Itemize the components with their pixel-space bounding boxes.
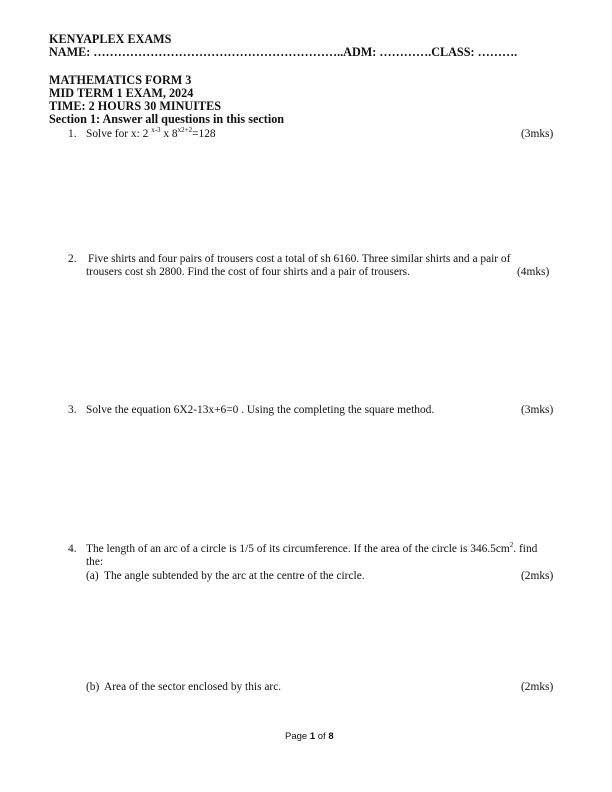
question-4-text-part: The length of an arc of a circle is 1/5 of its circumference. If the area of the circle is 346.5cm <box>86 543 510 555</box>
question-3-number: 3. <box>68 404 77 416</box>
question-1-text <box>86 128 216 141</box>
question-4b-marks: (2mks) <box>521 681 554 693</box>
question-2-marks: (4mks) <box>517 266 550 278</box>
question-1-text-part: x 8 <box>160 128 178 140</box>
section-instruction: Section 1: Answer all questions in this section <box>49 112 285 126</box>
question-1-exponent-1: x-3 <box>151 126 161 134</box>
question-2-line-1: Five shirts and four pairs of trousers cost a total of sh 6160. Three similar shirts and a pair of <box>88 253 511 265</box>
question-4a-marks: (2mks) <box>521 570 554 582</box>
question-1-number: 1. <box>68 128 77 140</box>
question-4b-label: (b) <box>86 681 100 693</box>
page-prefix: Page <box>285 731 310 742</box>
question-1-marks: (3mks) <box>521 128 554 140</box>
subject-title: MATHEMATICS FORM 3 <box>49 73 192 87</box>
exam-time: TIME: 2 HOURS 30 MINUITES <box>49 99 221 113</box>
page-mid: of <box>315 731 329 742</box>
question-4-number: 4. <box>68 543 77 555</box>
name-adm-class-line: NAME: ……………………………………………………..ADM: ………….CLASS: ………. <box>49 45 518 59</box>
school-name: KENYAPLEX EXAMS <box>49 32 172 46</box>
question-1-text-part: Solve for x: 2 <box>86 128 152 140</box>
question-1-text-part: =128 <box>192 128 216 140</box>
question-4-text-part: . find <box>513 543 538 555</box>
question-4-line-2: the: <box>86 556 104 568</box>
page-total: 8 <box>328 731 334 742</box>
question-2-line-2: trousers cost sh 2800. Find the cost of four shirts and a pair of trousers. <box>86 266 410 278</box>
question-2-number: 2. <box>68 253 77 265</box>
page-number <box>285 731 334 742</box>
question-4b-text: Area of the sector enclosed by this arc. <box>104 681 282 693</box>
question-4a-text: The angle subtended by the arc at the centre of the circle. <box>104 570 365 582</box>
question-4a-label: (a) <box>86 570 99 582</box>
question-4-line-1 <box>86 543 537 556</box>
exam-title: MID TERM 1 EXAM, 2024 <box>49 86 194 100</box>
question-1-exponent-2: x2+2 <box>177 126 193 134</box>
page-current: 1 <box>309 731 316 742</box>
question-4-superscript: 2 <box>509 541 514 549</box>
question-3-marks: (3mks) <box>521 404 554 416</box>
question-3-text: Solve the equation 6X2-13x+6=0 . Using the completing the square method. <box>86 404 435 416</box>
